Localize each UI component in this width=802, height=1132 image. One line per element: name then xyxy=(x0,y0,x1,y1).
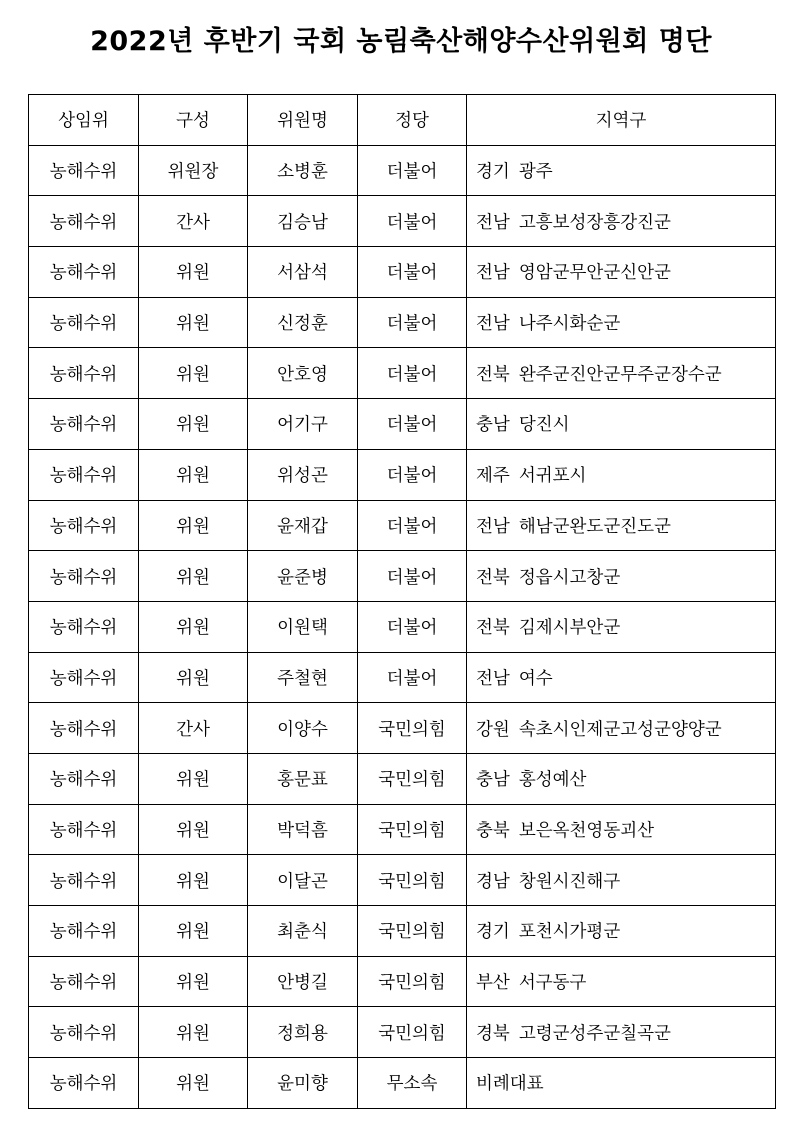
table-row xyxy=(29,297,776,348)
cell-party: 더불어 xyxy=(358,500,467,551)
cell-role: 위원 xyxy=(139,804,248,855)
cell-party: 더불어 xyxy=(358,348,467,399)
district-area: 여수 xyxy=(518,668,553,689)
header-district: 지역구 xyxy=(467,95,776,146)
cell-committee: 농해수위 xyxy=(29,399,139,450)
cell-role: 위원 xyxy=(139,348,248,399)
cell-member: 어기구 xyxy=(248,399,358,450)
cell-district xyxy=(467,348,776,399)
cell-member: 김승남 xyxy=(248,196,358,247)
district-province: 제주 xyxy=(476,466,510,487)
cell-party: 더불어 xyxy=(358,196,467,247)
cell-role: 위원 xyxy=(139,247,248,298)
cell-district xyxy=(467,804,776,855)
cell-member: 안호영 xyxy=(248,348,358,399)
cell-committee: 농해수위 xyxy=(29,1058,139,1109)
header-member: 위원명 xyxy=(248,95,358,146)
cell-district xyxy=(467,145,776,196)
cell-party: 국민의힘 xyxy=(358,753,467,804)
cell-role: 위원 xyxy=(139,855,248,906)
cell-role: 위원 xyxy=(139,601,248,652)
table-row xyxy=(29,145,776,196)
district-province: 충남 xyxy=(476,415,510,436)
cell-role: 위원 xyxy=(139,500,248,551)
cell-committee: 농해수위 xyxy=(29,500,139,551)
cell-role: 위원 xyxy=(139,753,248,804)
cell-party: 국민의힘 xyxy=(358,906,467,957)
cell-role: 간사 xyxy=(139,196,248,247)
header-role: 구성 xyxy=(139,95,248,146)
cell-committee: 농해수위 xyxy=(29,804,139,855)
table-row xyxy=(29,753,776,804)
cell-district xyxy=(467,652,776,703)
cell-district xyxy=(467,906,776,957)
table-row xyxy=(29,652,776,703)
district-area: 보은옥천영동괴산 xyxy=(518,820,655,841)
district-province: 전북 xyxy=(476,567,510,588)
cell-party: 국민의힘 xyxy=(358,1007,467,1058)
cell-party: 더불어 xyxy=(358,297,467,348)
district-province: 부산 xyxy=(476,973,510,994)
table-row xyxy=(29,1007,776,1058)
district-area: 영암군무안군신안군 xyxy=(518,263,671,284)
cell-committee: 농해수위 xyxy=(29,652,139,703)
cell-district xyxy=(467,247,776,298)
cell-district xyxy=(467,196,776,247)
cell-role: 위원 xyxy=(139,551,248,602)
cell-committee: 농해수위 xyxy=(29,956,139,1007)
table-row xyxy=(29,906,776,957)
cell-member: 신정훈 xyxy=(248,297,358,348)
cell-committee: 농해수위 xyxy=(29,449,139,500)
cell-district xyxy=(467,956,776,1007)
district-province: 전남 xyxy=(476,516,510,537)
cell-party: 무소속 xyxy=(358,1058,467,1109)
district-province: 경기 xyxy=(476,162,510,183)
district-province: 비례대표 xyxy=(476,1074,544,1095)
cell-party: 더불어 xyxy=(358,449,467,500)
cell-district xyxy=(467,703,776,754)
cell-party: 더불어 xyxy=(358,145,467,196)
district-area: 나주시화순군 xyxy=(518,314,621,335)
district-province: 강원 xyxy=(476,719,510,740)
cell-member: 박덕흠 xyxy=(248,804,358,855)
cell-member: 안병길 xyxy=(248,956,358,1007)
cell-committee: 농해수위 xyxy=(29,1007,139,1058)
district-area: 포천시가평군 xyxy=(518,922,621,943)
header-row xyxy=(29,95,776,146)
table-row xyxy=(29,500,776,551)
cell-member: 윤미향 xyxy=(248,1058,358,1109)
district-area: 해남군완도군진도군 xyxy=(518,516,671,537)
cell-member: 주철현 xyxy=(248,652,358,703)
cell-district xyxy=(467,551,776,602)
cell-member: 서삼석 xyxy=(248,247,358,298)
district-province: 전남 xyxy=(476,668,510,689)
district-area: 완주군진안군무주군장수군 xyxy=(518,364,722,385)
district-area: 홍성예산 xyxy=(518,770,587,791)
cell-committee: 농해수위 xyxy=(29,855,139,906)
cell-member: 이양수 xyxy=(248,703,358,754)
table-row xyxy=(29,196,776,247)
district-area: 창원시진해구 xyxy=(518,871,621,892)
cell-role: 위원 xyxy=(139,399,248,450)
district-area: 광주 xyxy=(518,162,553,183)
cell-member: 소병훈 xyxy=(248,145,358,196)
cell-member: 윤재갑 xyxy=(248,500,358,551)
district-province: 전남 xyxy=(476,212,510,233)
cell-member: 정희용 xyxy=(248,1007,358,1058)
cell-party: 국민의힘 xyxy=(358,703,467,754)
cell-role: 위원 xyxy=(139,652,248,703)
table-row xyxy=(29,399,776,450)
cell-district xyxy=(467,753,776,804)
cell-party: 더불어 xyxy=(358,399,467,450)
table-body xyxy=(29,145,776,1108)
header-committee: 상임위 xyxy=(29,95,139,146)
cell-district xyxy=(467,399,776,450)
cell-committee: 농해수위 xyxy=(29,753,139,804)
cell-district xyxy=(467,1058,776,1109)
district-province: 전남 xyxy=(476,263,510,284)
member-table xyxy=(28,94,776,1109)
district-area: 서구동구 xyxy=(518,973,587,994)
cell-role: 위원장 xyxy=(139,145,248,196)
cell-role: 위원 xyxy=(139,906,248,957)
cell-district xyxy=(467,449,776,500)
district-area: 속초시인제군고성군양양군 xyxy=(518,719,722,740)
cell-committee: 농해수위 xyxy=(29,145,139,196)
table-row xyxy=(29,551,776,602)
cell-member: 위성곤 xyxy=(248,449,358,500)
table-row xyxy=(29,804,776,855)
cell-committee: 농해수위 xyxy=(29,551,139,602)
cell-district xyxy=(467,297,776,348)
table-row xyxy=(29,956,776,1007)
district-province: 전남 xyxy=(476,314,510,335)
cell-party: 국민의힘 xyxy=(358,855,467,906)
table-row xyxy=(29,348,776,399)
district-province: 전북 xyxy=(476,618,510,639)
district-province: 충북 xyxy=(476,820,510,841)
table-row xyxy=(29,855,776,906)
table-header xyxy=(29,95,776,146)
cell-committee: 농해수위 xyxy=(29,906,139,957)
district-province: 경기 xyxy=(476,922,510,943)
cell-party: 국민의힘 xyxy=(358,956,467,1007)
district-area: 고흥보성장흥강진군 xyxy=(518,212,671,233)
cell-district xyxy=(467,855,776,906)
district-area: 고령군성주군칠곡군 xyxy=(518,1023,671,1044)
cell-party: 더불어 xyxy=(358,551,467,602)
cell-committee: 농해수위 xyxy=(29,348,139,399)
cell-party: 더불어 xyxy=(358,652,467,703)
cell-party: 더불어 xyxy=(358,247,467,298)
district-province: 충남 xyxy=(476,770,510,791)
cell-committee: 농해수위 xyxy=(29,196,139,247)
district-area: 김제시부안군 xyxy=(518,618,621,639)
cell-district xyxy=(467,601,776,652)
cell-party: 더불어 xyxy=(358,601,467,652)
cell-member: 홍문표 xyxy=(248,753,358,804)
cell-role: 위원 xyxy=(139,297,248,348)
table-row xyxy=(29,247,776,298)
cell-role: 간사 xyxy=(139,703,248,754)
table-row xyxy=(29,449,776,500)
table-row xyxy=(29,703,776,754)
cell-member: 이원택 xyxy=(248,601,358,652)
table-row xyxy=(29,1058,776,1109)
district-province: 전북 xyxy=(476,364,510,385)
district-province: 경남 xyxy=(476,871,510,892)
cell-role: 위원 xyxy=(139,449,248,500)
district-province: 경북 xyxy=(476,1023,510,1044)
cell-district xyxy=(467,500,776,551)
cell-party: 국민의힘 xyxy=(358,804,467,855)
cell-member: 이달곤 xyxy=(248,855,358,906)
header-party: 정당 xyxy=(358,95,467,146)
cell-role: 위원 xyxy=(139,1007,248,1058)
page-title: 2022년 후반기 국회 농림축산해양수산위원회 명단 xyxy=(90,26,712,57)
district-area: 정읍시고창군 xyxy=(518,567,621,588)
cell-member: 윤준병 xyxy=(248,551,358,602)
cell-committee: 농해수위 xyxy=(29,247,139,298)
cell-member: 최춘식 xyxy=(248,906,358,957)
cell-committee: 농해수위 xyxy=(29,703,139,754)
district-area: 당진시 xyxy=(518,415,570,436)
cell-role: 위원 xyxy=(139,956,248,1007)
cell-role: 위원 xyxy=(139,1058,248,1109)
cell-committee: 농해수위 xyxy=(29,601,139,652)
cell-committee: 농해수위 xyxy=(29,297,139,348)
table-row xyxy=(29,601,776,652)
district-area: 서귀포시 xyxy=(518,466,587,487)
cell-district xyxy=(467,1007,776,1058)
